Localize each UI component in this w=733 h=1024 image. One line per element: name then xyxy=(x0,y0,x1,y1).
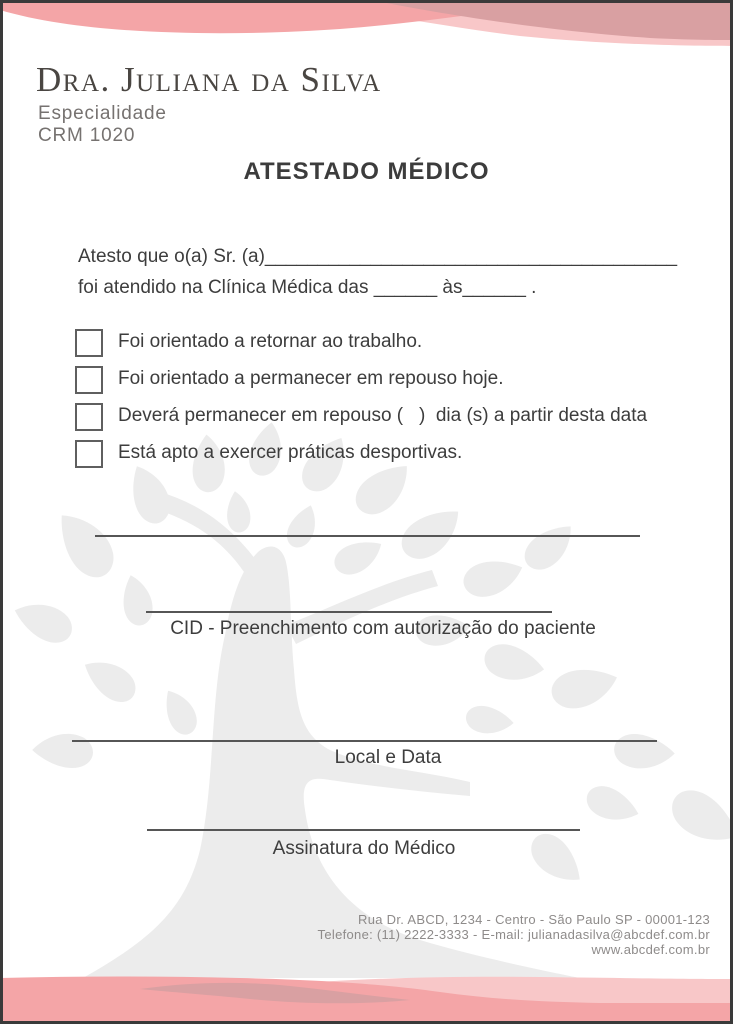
footer-website: www.abcdef.com.br xyxy=(591,942,710,957)
doctor-specialty: Especialidade xyxy=(38,103,167,124)
cid-label: CID - Preenchimento com autorização do paciente xyxy=(170,618,596,639)
checkbox-rest-today[interactable] xyxy=(75,366,103,394)
checkbox-label: Foi orientado a retornar ao trabalho. xyxy=(118,331,423,352)
local-date-writing-line[interactable] xyxy=(72,740,657,742)
checkbox-label: Está apto a exercer práticas desportivas. xyxy=(118,442,463,463)
blank-writing-line[interactable] xyxy=(95,535,640,537)
checkbox-fit-for-sports[interactable] xyxy=(75,440,103,468)
footer-address: Rua Dr. ABCD, 1234 - Centro - São Paulo SP - 00001-123 xyxy=(358,912,710,927)
doctor-name: Dra. Juliana da Silva xyxy=(36,60,382,99)
checkbox-return-to-work[interactable] xyxy=(75,329,103,357)
intro-line2-text: foi atendido na Clínica Médica das ______ às______ . xyxy=(78,277,537,298)
contact-footer xyxy=(318,912,710,957)
patient-name-blank-field[interactable]: _______________________________________ xyxy=(264,246,678,267)
local-date-label: Local e Data xyxy=(334,747,442,768)
intro-line1-text: Atesto que o(a) Sr. (a) xyxy=(78,246,265,267)
footer-phone-email: Telefone: (11) 2222-3333 - E-mail: julianadasilva@abcdef.com.br xyxy=(317,927,710,942)
signature-label: Assinatura do Médico xyxy=(272,838,456,859)
document-title: ATESTADO MÉDICO xyxy=(243,158,490,185)
checkbox-label: Deverá permanecer em repouso ( ) dia (s) a partir desta data xyxy=(118,405,648,426)
intro-paragraph xyxy=(78,241,677,303)
doctor-crm: CRM 1020 xyxy=(38,125,136,146)
cid-writing-line[interactable] xyxy=(146,611,552,613)
checkbox-label: Foi orientado a permanecer em repouso hoje. xyxy=(118,368,504,389)
checkbox-rest-days[interactable] xyxy=(75,403,103,431)
signature-writing-line[interactable] xyxy=(147,829,580,831)
